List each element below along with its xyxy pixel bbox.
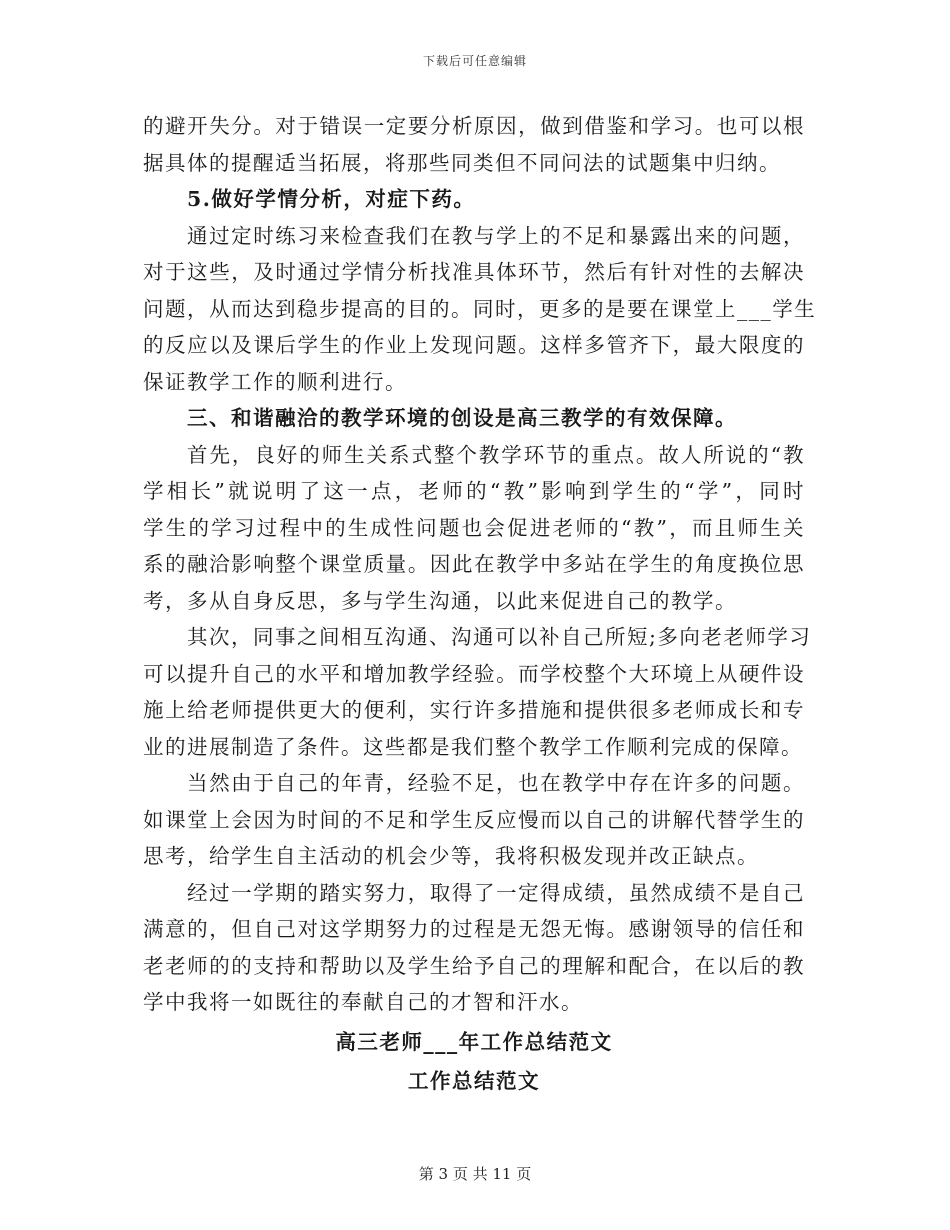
page-number: 第 3 页 共 11 页	[418, 1165, 532, 1183]
text-line: 可以提升自己的水平和增加教学经验。而学校整个大环境上从硬件设	[143, 661, 805, 686]
section-heading: 5.做好学情分析，对症下药。	[187, 187, 476, 211]
text-line: 施上给老师提供更大的便利，实行许多措施和提供很多老师成长和专	[143, 698, 805, 722]
text-line: 经过一学期的踏实努力，取得了一定得成绩，虽然成绩不是自己	[187, 880, 805, 905]
text-line: 满意的，但自己对这学期努力的过程是无怨无悔。感谢领导的信任和	[143, 917, 805, 941]
document-title: 高三老师___年工作总结范文	[335, 1029, 613, 1054]
document-subtitle: 工作总结范文	[408, 1069, 540, 1093]
text-line: 通过定时练习来检查我们在教与学上的不足和暴露出来的问题，	[187, 223, 805, 248]
text-line: 的反应以及课后学生的作业上发现问题。这样多管齐下，最大限度的	[143, 333, 805, 357]
text-line: 学相长”就说明了这一点，老师的“教”影响到学生的“学”，同时	[143, 479, 805, 503]
page-header: 下载后可任意编辑	[422, 54, 527, 68]
text-line: 其次，同事之间相互沟通、沟通可以补自己所短;多向老老师学习	[187, 625, 812, 649]
document-body	[143, 108, 817, 1100]
text-line: 学中我将一如既往的奉献自己的才智和汗水。	[143, 990, 583, 1014]
text-line: 对于这些，及时通过学情分析找准具体环节，然后有针对性的去解决	[143, 260, 805, 284]
text-line: 当然由于自己的年青，经验不足，也在教学中存在许多的问题。	[187, 771, 805, 795]
text-line: 考，多从自身反思，多与学生沟通，以此来促进自己的教学。	[143, 588, 737, 613]
text-line: 学生的学习过程中的生成性问题也会促进老师的“教”，而且师生关	[143, 515, 805, 540]
text-line: 如课堂上会因为时间的不足和学生反应慢而以自己的讲解代替学生的	[143, 807, 805, 832]
text-line: 首先，良好的师生关系式整个教学环节的重点。故人所说的“教	[187, 442, 805, 467]
text-line: 老老师的的支持和帮助以及学生给予自己的理解和配合，在以后的教	[143, 953, 805, 978]
text-line: 保证教学工作的顺利进行。	[143, 369, 407, 394]
text-line: 据具体的提醒适当拓展，将那些同类但不同问法的试题集中归纳。	[143, 150, 781, 175]
section-heading: 三、和谐融洽的教学环境的创设是高三教学的有效保障。	[187, 406, 737, 430]
text-line: 系的融洽影响整个课堂质量。因此在教学中多站在学生的角度换位思	[143, 552, 805, 576]
text-line: 思考，给学生自主活动的机会少等，我将积极发现并改正缺点。	[143, 844, 759, 868]
text-line: 的避开失分。对于错误一定要分析原因，做到借鉴和学习。也可以根	[143, 114, 805, 138]
text-line: 业的进展制造了条件。这些都是我们整个教学工作顺利完成的保障。	[143, 734, 803, 759]
text-line: 问题，从而达到稳步提高的目的。同时，更多的是要在课堂上___学生	[143, 296, 817, 321]
